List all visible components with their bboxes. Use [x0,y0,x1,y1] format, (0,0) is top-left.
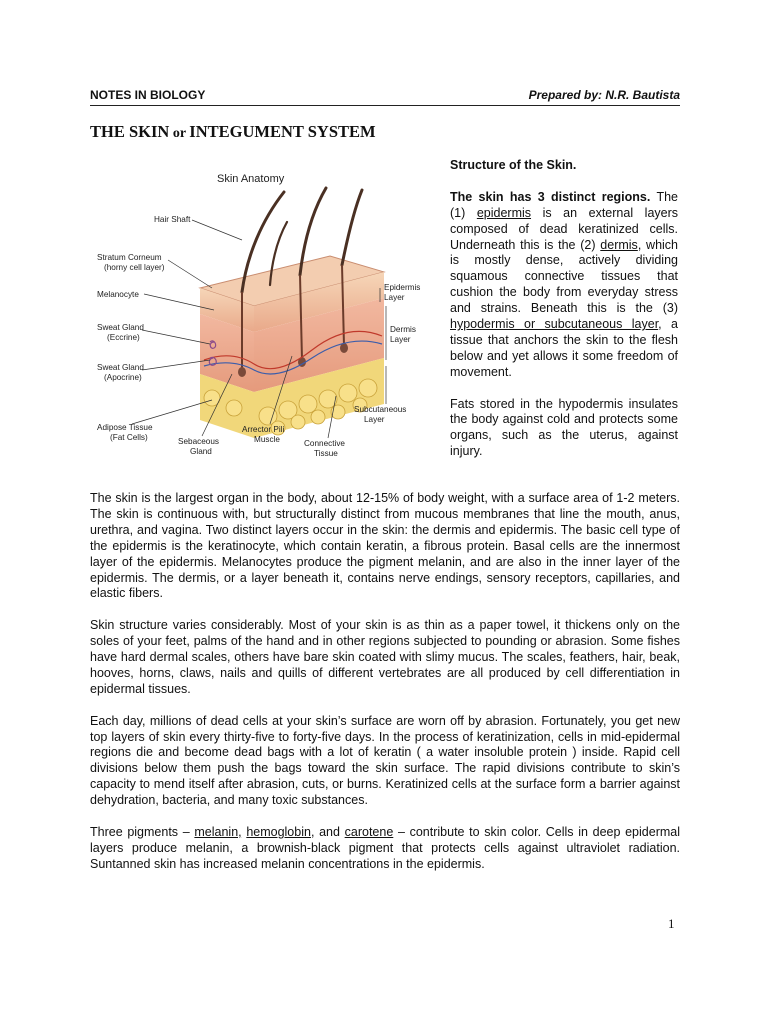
label-adipose-sub: (Fat Cells) [110,433,148,442]
page-number: 1 [668,916,675,931]
course-label: NOTES IN BIOLOGY [90,88,206,102]
label-subcutaneous: Subcutaneous [354,405,407,414]
term-hemoglobin: hemoglobin [246,824,311,839]
body-paragraph-3: Each day, millions of dead cells at your skin’s surface are worn off by abrasion. Fortunately, you get new top layers of skin every thirty-five to forty-five days. In the process of keratinization, cells in mid-epidermal regions die and become dead bags with a lot of keratin ( a water insoluble protein ) inside. Rapid cell divisions below them push the bags toward the skin surface. The rapid divisions contribute to skin’s capacity to mend itself after abrasion, cuts, or burns. Keratinized cells at the surface form a barrier against dehydration, bacteria, and many toxic substances. [90,713,680,808]
label-connective-sub: Tissue [314,449,338,458]
label-arrector-sub: Muscle [254,435,280,444]
regions-heading: The skin has 3 distinct regions. [450,189,651,204]
page-header [90,88,680,106]
title-secondary: INTEGUMENT SYSTEM [189,122,376,141]
term-hypodermis: hypodermis or subcutaneous layer [450,317,659,332]
fats-paragraph: Fats stored in the hypodermis insulates the body against cold and protects some organs, such as the uterus, against injury. [450,396,678,459]
term-epidermis: epidermis [476,205,532,220]
label-adipose: Adipose Tissue [97,423,153,432]
figure-title: Skin Anatomy [217,173,285,185]
label-dermis: Dermis [390,325,416,334]
term-melanin: melanin, [194,824,242,839]
label-sweat-apocrine: Sweat Gland [97,363,144,372]
skin-anatomy-figure [92,160,432,460]
term-carotene: carotene [344,824,394,839]
structure-column [450,158,678,476]
label-sweat-eccrine: Sweat Gland [97,323,144,332]
body-paragraph-1: The skin is the largest organ in the body, about 12-15% of body weight, with a surface area of 1-2 meters. The skin is continuous with, but structurally distinct from mucous membranes that line the mouth, anus, urethra, and vagina. Two distinct layers occur in the skin: the dermis and epidermis. The basic cell type of the epidermis is the keratinocyte, which contain keratin, a fibrous protein. Basal cells are the innermost layer of the epidermis. Melanocytes produce the pigment melanin, and are also in the inner layer of the epidermis. The dermis, or a layer beneath it, contains nerve endings, sensory receptors, capillaries, and elastic fibers. [90,491,680,601]
label-connective: Connective [304,439,345,448]
term-dermis: dermis [600,237,638,252]
label-arrector: Arrector Pili [242,425,285,434]
label-stratum-corneum-sub: (horny cell layer) [104,263,165,272]
label-sebaceous-sub: Gland [190,447,212,456]
label-epidermis-sub: Layer [384,293,405,302]
label-sebaceous: Sebaceous [178,437,219,446]
title-connector: or [169,126,190,141]
label-sweat-eccrine-sub: (Eccrine) [107,333,140,342]
regions-paragraph: The skin has 3 distinct regions. The (1) epidermis is an external layers composed of dead keratinized cells. Underneath this is the (2) dermis, which is mostly dense, actively dividing squamous connective tissues that cushion the body from everyday stress and strains. Beneath this is the (3) hypodermis or subcutaneous layer, a tissue that anchors the skin to the flesh below and yet allows it some freedom of movement. [450,189,679,379]
body-paragraph-4: Three pigments – melanin, hemoglobin, and carotene – contribute to skin color. Cells in deep epidermal layers produce melanin, a brownish-black pigment that protects cells against ultraviolet radiation. Suntanned skin has increased melanin concentrations in the epidermis. [90,824,680,871]
structure-heading: Structure of the Skin. [450,158,577,172]
author-credit: Prepared by: N.R. Bautista [528,88,680,102]
label-melanocyte: Melanocyte [97,290,139,299]
main-body [90,491,680,889]
label-stratum-corneum: Stratum Corneum [97,253,162,262]
label-dermis-sub: Layer [390,335,411,344]
label-epidermis: Epidermis [384,283,421,292]
label-sweat-apocrine-sub: (Apocrine) [104,373,142,382]
label-subcutaneous-sub: Layer [364,415,385,424]
skin-anatomy-diagram [92,160,432,460]
title-main: THE SKIN [90,122,170,141]
page-title [90,122,376,142]
body-paragraph-2: Skin structure varies considerably. Most of your skin is as thin as a paper towel, it thickens only on the soles of your feet, palms of the hand and in other regions subjected to pounding or abrasion. Some fishes have hard dermal scales, others have bare skin coated with slimy mucus. The scales, feathers, hair, beak, hooves, horns, claws, nails and quills of different vertebrates are all produced by cell differentiation in epidermal tissues. [90,618,680,696]
label-hair-shaft: Hair Shaft [154,215,191,224]
